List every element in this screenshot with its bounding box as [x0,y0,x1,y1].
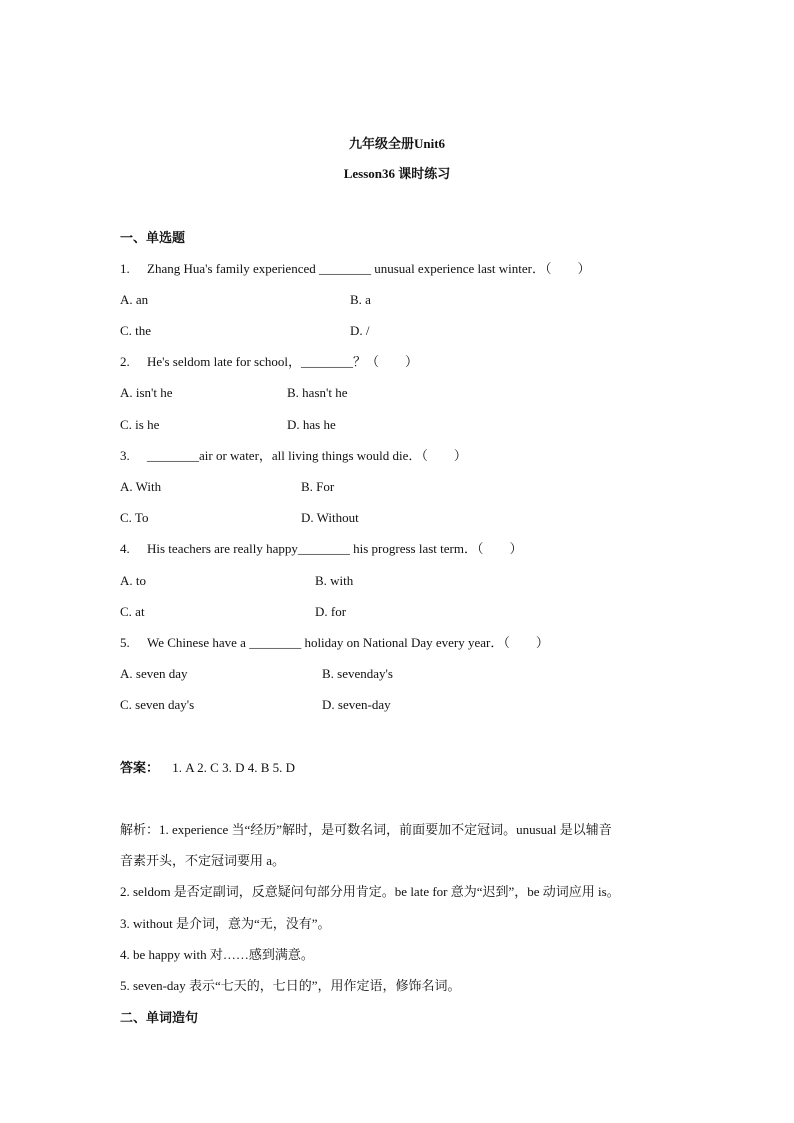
option-a: A. With [120,479,162,494]
analysis-line-4: 3. without 是介词，意为“无，没有”。 [120,916,331,931]
option-b: B. hasn't he [287,385,348,400]
option-d: D. has he [287,417,336,432]
option-a: A. to [120,573,146,588]
option-b: B. a [350,292,371,307]
section-heading-word-sentence: 二、单词造句 [120,1010,199,1025]
analysis-line-1: 解析：1. experience 当“经历”解时，是可数名词，前面要加不定冠词。unusual 是以辅音 [120,822,612,837]
question-number: 4. [120,541,130,556]
option-c: C. is he [120,417,160,432]
option-d: D. Without [301,510,359,525]
page-title: 九年级全册Unit6 [348,136,446,151]
question-stem: Zhang Hua's family experienced ________ unusual experience last winter．（ ） [147,261,591,276]
analysis-line-5: 4. be happy with 对……感到满意。 [120,947,314,962]
option-a: A. seven day [120,666,188,681]
option-b: B. For [301,479,335,494]
analysis-line-2: 音素开头，不定冠词要用 a。 [120,853,286,868]
question-number: 3. [120,448,130,463]
option-d: D. seven-day [322,697,391,712]
option-b: B. with [315,573,354,588]
option-a: A. an [120,292,149,307]
question-stem: His teachers are really happy________ his progress last term．（ ） [147,541,523,556]
answer-values: 1. A 2. C 3. D 4. B 5. D [172,760,296,775]
analysis-line-3: 2. seldom 是否定副词，反意疑问句部分用肯定。be late for 意为“迟到”，be 动词应用 is。 [120,884,620,899]
option-c: C. the [120,323,152,338]
answer-label: 答案： [120,760,160,775]
option-c: C. seven day's [120,697,195,712]
option-d: D. / [350,323,370,338]
answer-key [120,760,295,776]
option-c: C. at [120,604,145,619]
question-stem: We Chinese have a ________ holiday on National Day every year．（ ） [147,635,549,650]
question-number: 2. [120,354,130,369]
question-number: 1. [120,261,130,276]
option-d: D. for [315,604,347,619]
option-c: C. To [120,510,149,525]
question-stem: ________air or water，all living things would die．（ ） [147,448,467,463]
option-a: A. isn't he [120,385,173,400]
page-subtitle: Lesson36 课时练习 [343,166,451,181]
question-number: 5. [120,635,130,650]
option-b: B. sevenday's [322,666,393,681]
section-heading-single-choice: 一、单选题 [120,230,186,245]
question-stem: He's seldom late for school，________？（ ） [147,354,418,369]
analysis-line-6: 5. seven-day 表示“七天的，七日的”，用作定语，修饰名词。 [120,978,461,993]
